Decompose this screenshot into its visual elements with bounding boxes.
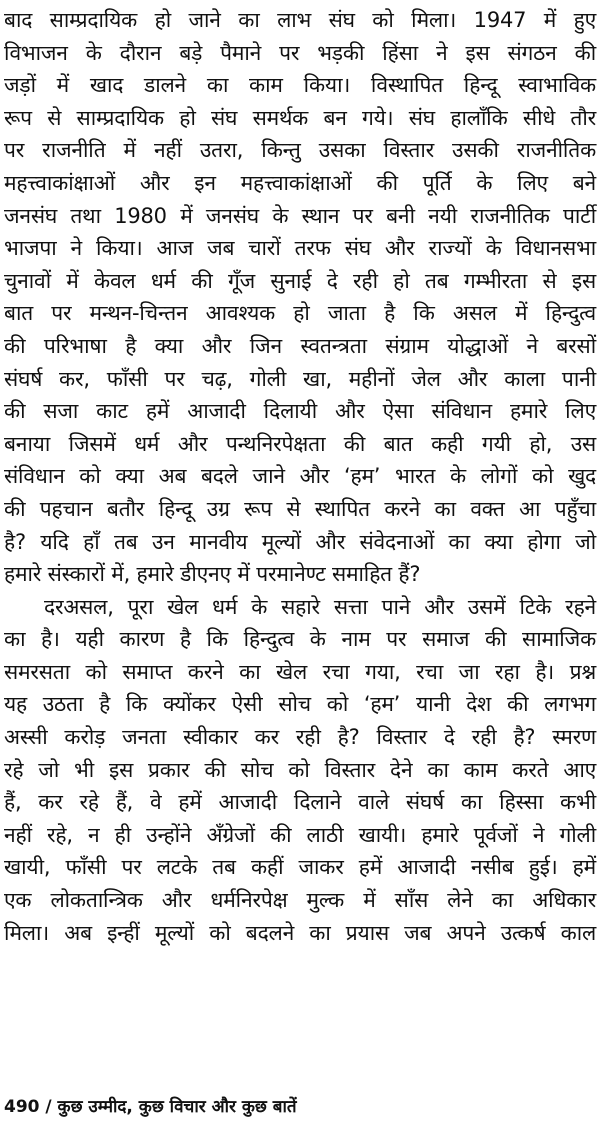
text-line: मिला। अब इन्हीं मूल्यों को बदलने का प्रयास जब अपने उत्कर्ष काल bbox=[4, 920, 596, 945]
text-line: पर राजनीति में नहीं उतरा, किन्तु उसका विस्तार उसकी राजनीतिक bbox=[4, 138, 596, 163]
text-line: की पहचान बतौर हिन्दू उग्र रूप से स्थापित करने का वक्त आ पहुँचा bbox=[4, 496, 596, 521]
text-line: महत्त्वाकांक्षाओं और इन महत्त्वाकांक्षाओं की पूर्ति के लिए बने bbox=[4, 170, 596, 195]
text-line: संविधान को क्या अब बदले जाने और ‘हम’ भारत के लोगों को खुद bbox=[4, 464, 596, 489]
text-line: की सजा काट हमें आजादी दिलायी और ऐसा संविधान हमारे लिए bbox=[4, 399, 596, 424]
text-line: बाद साम्प्रदायिक हो जाने का लाभ संघ को मिला। 1947 में हुए bbox=[4, 8, 596, 32]
text-line: खायी, फाँसी पर लटके तब कहीं जाकर हमें आजादी नसीब हुई। हमें bbox=[4, 855, 596, 880]
text-line: यह उठता है कि क्योंकर ऐसी सोच को ‘हम’ यानी देश की लगभग bbox=[4, 692, 596, 717]
text-line: विभाजन के दौरान बड़े पैमाने पर भड़की हिंसा ने इस संगठन की bbox=[4, 40, 596, 65]
text-line: हैं, कर रहे हैं, वे हमें आजादी दिलाने वाले संघर्ष का हिस्सा कभी bbox=[4, 790, 596, 815]
text-line: चुनावों में केवल धर्म की गूँज सुनाई दे रही हो तब गम्भीरता से इस bbox=[4, 268, 596, 293]
text-line: संघर्ष कर, फाँसी पर चढ़, गोली खा, महीनों जेल और काला पानी bbox=[4, 366, 596, 391]
page-footer: 490 / कुछ उम्मीद, कुछ विचार और कुछ बातें bbox=[4, 1097, 297, 1117]
text-line: बनाया जिसमें धर्म और पन्थनिरपेक्षता की बात कही गयी हो, उस bbox=[4, 431, 596, 456]
text-line: नहीं रहे, न ही उन्होंने अँग्रेजों की लाठी खायी। हमारे पूर्वजों ने गोली bbox=[4, 822, 596, 847]
text-line: हमारे संस्कारों में, हमारे डीएनए में परमानेण्ट समाहित हैं? bbox=[4, 562, 421, 587]
text-line: अस्सी करोड़ जनता स्वीकार कर रही है? विस्तार दे रही है? स्मरण bbox=[4, 725, 596, 750]
text-line: दरअसल, पूरा खेल धर्म के सहारे सत्ता पाने और उसमें टिके रहने bbox=[44, 594, 596, 619]
text-line: जड़ों में खाद डालने का काम किया। विस्थापित हिन्दू स्वाभाविक bbox=[4, 73, 596, 98]
text-line: है? यदि हाँ तब उन मानवीय मूल्यों और संवेदनाओं का क्या होगा जो bbox=[4, 529, 596, 554]
paragraph-2 bbox=[4, 591, 596, 950]
text-line: रूप से साम्प्रदायिक हो संघ समर्थक बन गये। संघ हालाँकि सीधे तौर bbox=[4, 105, 596, 130]
text-line: रहे जो भी इस प्रकार की सोच को विस्तार देने का काम करते आए bbox=[4, 757, 596, 782]
text-line: एक लोकतान्त्रिक और धर्मनिरपेक्ष मुल्क में साँस लेने का अधिकार bbox=[4, 888, 596, 913]
text-line: बात पर मन्थन-चिन्तन आवश्यक हो जाता है कि असल में हिन्दुत्व bbox=[4, 301, 596, 326]
text-line: जनसंघ तथा 1980 में जनसंघ के स्थान पर बनी नयी राजनीतिक पार्टी bbox=[4, 203, 596, 228]
text-line: की परिभाषा है क्या और जिन स्वतन्त्रता संग्राम योद्धाओं ने बरसों bbox=[4, 333, 596, 358]
page-body bbox=[4, 4, 596, 949]
paragraph-1 bbox=[4, 4, 596, 591]
text-line: भाजपा ने किया। आज जब चारों तरफ संघ और राज्यों के विधानसभा bbox=[4, 236, 596, 261]
text-line: समरसता को समाप्त करने का खेल रचा गया, रचा जा रहा है। प्रश्न bbox=[4, 659, 596, 684]
text-line: का है। यही कारण है कि हिन्दुत्व के नाम पर समाज की सामाजिक bbox=[4, 627, 596, 652]
